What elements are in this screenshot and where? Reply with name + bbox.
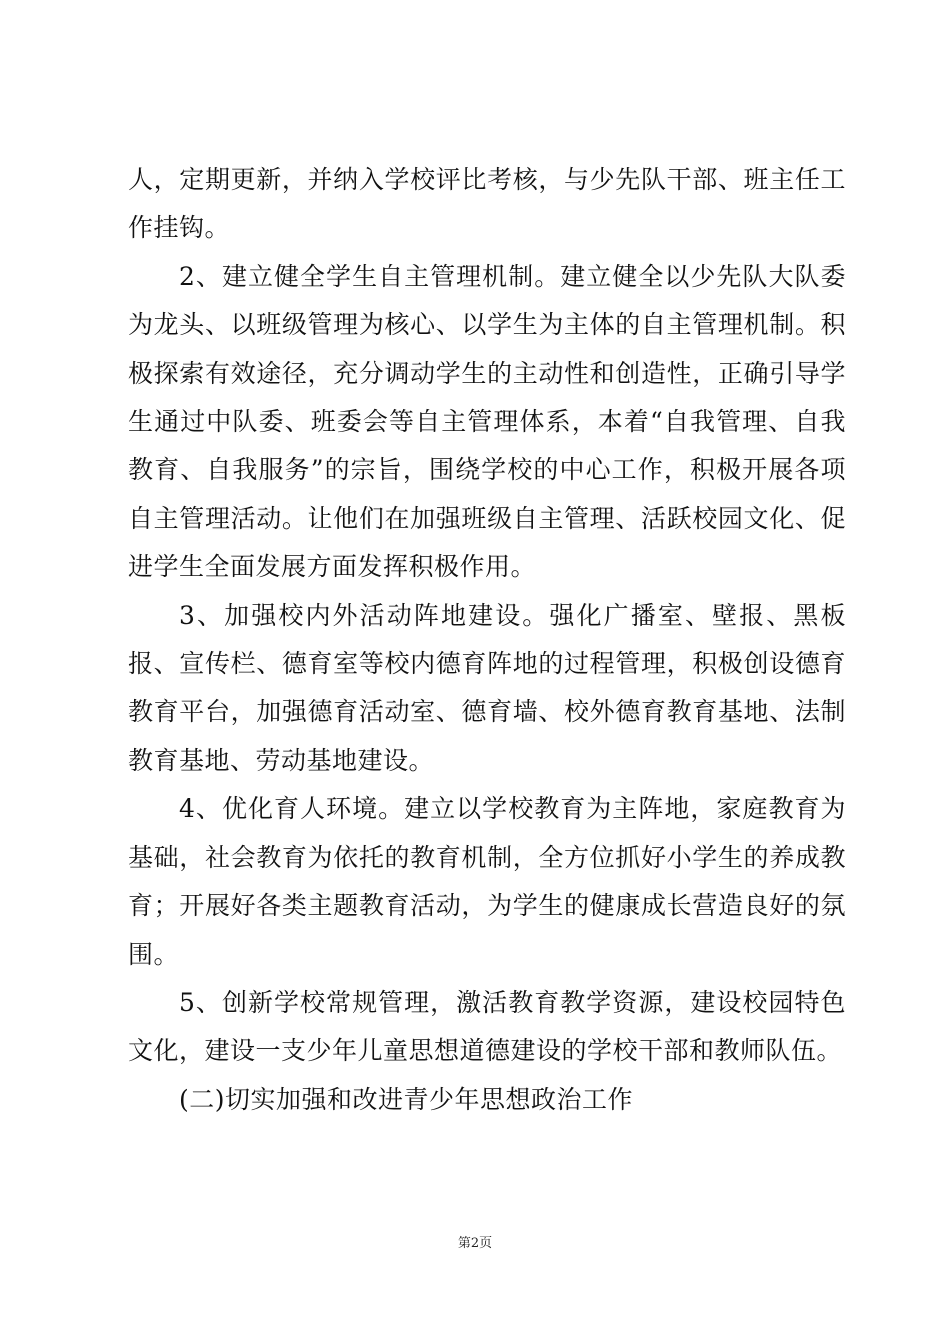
document-body [128, 156, 846, 1124]
paragraph-item-4: 4、优化育人环境。建立以学校教育为主阵地，家庭教育为基础，社会教育为依托的教育机制，全方位抓好小学生的养成教育；开展好各类主题教育活动，为学生的健康成长营造良好的氛围。 [128, 794, 846, 969]
section-heading: (二)切实加强和改进青少年思想政治工作 [179, 1084, 634, 1114]
paragraph-item-3: 3、加强校内外活动阵地建设。强化广播室、壁报、黑板报、宣传栏、德育室等校内德育阵地的过程管理，积极创设德育教育平台，加强德育活动室、德育墙、校外德育教育基地、法制教育基地、劳动基地建设。 [128, 600, 846, 775]
page-number-footer: 第2页 [457, 1236, 493, 1251]
paragraph-item-5: 5、创新学校常规管理，激活教育教学资源，建设校园特色文化，建设一支少年儿童思想道德建设的学校干部和教师队伍。 [128, 987, 846, 1066]
paragraph-item-2: 2、建立健全学生自主管理机制。建立健全以少先队大队委为龙头、以班级管理为核心、以学生为主体的自主管理机制。积极探索有效途径，充分调动学生的主动性和创造性，正确引导学生通过中队委、班委会等自主管理体系，本着“自我管理、自我教育、自我服务”的宗旨，围绕学校的中心工作，积极开展各项自主管理活动。让他们在加强班级自主管理、活跃校园文化、促进学生全面发展方面发挥积极作用。 [128, 261, 846, 582]
paragraph-continuation: 人，定期更新，并纳入学校评比考核，与少先队干部、班主任工作挂钩。 [128, 165, 846, 243]
